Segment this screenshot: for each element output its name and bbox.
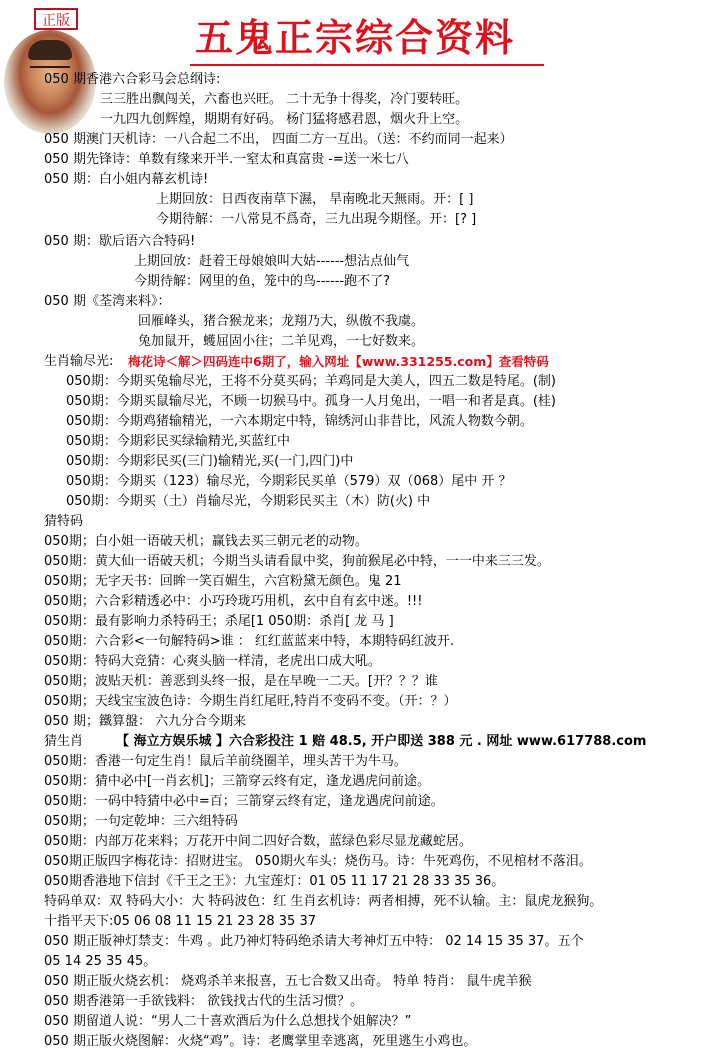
text-line: 050 期香港第一手欲钱料： 欲钱找古代的生活习惯？。 [44, 994, 364, 1009]
text-line: 050期：黄大仙一语破天机；今期当头请看鼠中奖，狗前猴尾必中特，一一中来三三发。 [44, 554, 550, 569]
text-line: 050 期：白小姐内幕玄机诗! [44, 172, 209, 187]
text-line: 050 期留道人说：“男人二十喜欢酒后为什么总想找个姐解决？” [44, 1014, 412, 1029]
text-line: 050 期；鐵算盤： 六九分合今期来 [44, 714, 247, 729]
text-line: 050期正版四字梅花诗：招财进宝。 050期火车头：烧伤马。诗：牛死鸡伤，不见棺材不落泪。 [44, 854, 592, 869]
text-line: 上期回放：赶着王母娘娘叫大姑------想沾点仙气 [134, 254, 410, 269]
text-line: 050期：今期买（123）输尽光，今期彩民买单（579）双（068）尾中 开 ？ [66, 474, 512, 489]
ad-link-617788[interactable]: 【 海立方娱乐城 】六合彩投注 1 赔 48.5, 开户即送 388 元 . 网址 www.617788.com [116, 734, 647, 749]
text-line: 050期；天线宝宝波色诗：今期生肖红尾旺,特肖不变码不变。（开：？） [44, 694, 457, 709]
text-line: 050期：特码大竞猜：心爽头脑一样清，老虎出口成大吼。 [44, 654, 381, 669]
text-line: 生肖输尽光: [44, 354, 114, 369]
text-line: 050期香港地下信封《千王之王》：九宝莲灯：01 05 11 17 21 28 33 35 36。 [44, 874, 505, 889]
text-line: 一九四九创辉煌，期期有好码。 杨门猛将感君恩，烟火升上空。 [100, 112, 469, 127]
text-line: 今期待解：一八常見不爲奇，三九出現今期怪。开：[? ] [156, 212, 477, 227]
genuine-badge: 正版 [34, 8, 78, 30]
text-line: 050 期先锋诗：单数有缘来开半.一窒太和真富贵 -=送一米七八 [44, 152, 409, 167]
text-line: 050期：今期彩民买(三门)输精光,买(一门,四门)中 [66, 454, 354, 469]
text-line: 050期：香港一句定生肖！鼠后羊前绕圈羊，埋头苦干为牛马。 [44, 754, 407, 769]
text-line: 050期：猜中必中[一肖玄机]；三箭穿云终有定，逢龙遇虎问前途。 [44, 774, 430, 789]
title-underline [190, 64, 544, 66]
text-line: 回雁峰头，猪合猴龙来；龙翔乃大，纵傲不我虞。 [138, 314, 425, 329]
text-line: 050期；六合彩精透必中：小巧玲珑巧用机，玄中自有玄中迷。!!! [44, 594, 423, 609]
portrait-hair [28, 40, 72, 60]
text-line: 050 期正版神灯禁支：牛鸡 。此乃神灯特码绝杀请大考神灯五中特： 02 14 15 35 37。五个 [44, 934, 584, 949]
text-line: 兔加鼠开，蠖屈固小往；二羊见鸡，一七好数来。 [138, 334, 425, 349]
text-line: 特码单双：双 特码大小：大 特码波色：红 生肖玄机诗：两者相搏，死不认输。主：鼠虎龙猴狗。 [44, 894, 603, 909]
text-line: 050期：最有影响力杀特码王；杀尾[1 050期：杀肖[ 龙 马 ] [44, 614, 394, 629]
text-line: 050 期正版火烧图解：火烧“鸡”。诗：老鹰掌里幸逃离，死里逃生小鸡也。 [44, 1034, 477, 1049]
text-line: 050期：今期鸡猪输精光，一六本期定中特，锦绣河山非昔比，风流人物数今朝。 [66, 414, 533, 429]
text-line: 050 期香港六合彩马会总纲诗: [44, 72, 221, 87]
text-line: 050期；一句定乾坤：三六组特码 [44, 814, 238, 829]
text-line: 05 14 25 35 45。 [44, 954, 157, 969]
text-line: 猜特码 [44, 514, 84, 529]
text-line: 十指平天下:05 06 08 11 15 21 23 28 35 37 [44, 914, 316, 929]
text-line: 050期：一码中特猜中必中=百；三箭穿云终有定，逢龙遇虎问前途。 [44, 794, 444, 809]
text-line: 今期待解：网里的鱼，笼中的鸟------跑不了? [134, 274, 391, 289]
ad-link-331255[interactable]: 梅花诗＜解＞四码连中6期了，输入网址【www.331255.com】查看特码 [128, 354, 549, 369]
text-line: 050期；无字天书：回眸一笑百媚生，六宫粉黛无颜色。鬼 21 [44, 574, 402, 589]
text-line: 050 期：歇后语六合特码! [44, 234, 196, 249]
text-line: 050期：内部万花来料；万花开中间二四好合数，蓝绿色彩尽显龙藏蛇居。 [44, 834, 472, 849]
text-line: 050期；波贴天机：善恶到头终一报，是在早晚一二天。[开？？？谁 [44, 674, 438, 689]
text-line: 050期；白小姐一语破天机；赢钱去买三朝元老的动物。 [44, 534, 368, 549]
text-line: 050期：今期买兔输尽光，王将不分莫买码；羊鸡同是大美人，四五二数是特尾。(制) [66, 374, 556, 389]
section-label-guess-zodiac: 猜生肖 [44, 734, 84, 749]
text-line: 050期：今期彩民买绿输精光,买蓝红中 [66, 434, 290, 449]
text-line: 上期回放：日西夜南草下濕， 旱南晚北天無雨。开：[ ] [156, 192, 474, 207]
text-line: 050 期澳门天机诗：一八合起二不出， 四面二方一互出。（送：不约而同一起来） [44, 132, 513, 147]
page-title: 五鬼正宗综合资料 [195, 15, 516, 60]
text-line: 050 期《荃湾来料》： [44, 294, 171, 309]
text-line: 050 期正版火烧玄机： 烧鸡杀羊来报喜，五七合数又出奇。 特单 特肖： 鼠牛虎羊猴 [44, 974, 532, 989]
text-line: 050期：六合彩<一句解特码>谁 ： 红红蓝蓝来中特，本期特码红波开. [44, 634, 454, 649]
text-line: 050期：今期买（土）肖输尽光，今期彩民买主（木）防(火) 中 [66, 494, 431, 509]
text-line: 三三胜出飘闯关，六畜也兴旺。 二十无争十得奖，冷门要转旺。 [100, 92, 469, 107]
text-line: 050期：今期买鼠输尽光，不顾一切猴马中。孤身一人月兔出，一唱一和者是真。(桂) [66, 394, 556, 409]
